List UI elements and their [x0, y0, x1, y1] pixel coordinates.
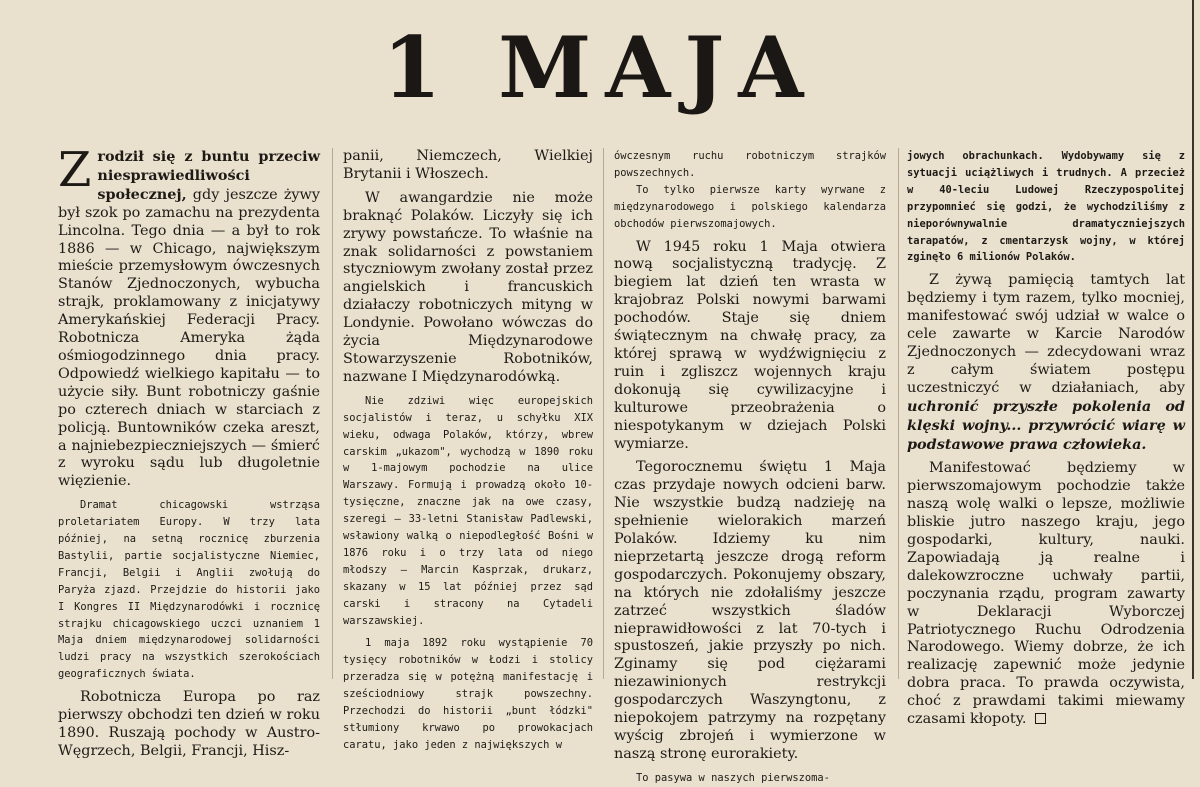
column-divider — [332, 148, 333, 679]
page-edge-line — [1192, 0, 1194, 679]
headline: 1 MAJA — [382, 18, 818, 117]
paragraph: W awangardzie nie może braknąć Polaków. Liczyły się ich zrywy powstańcze. To właśnie na znak solidarności z powstaniem styczniowym zwołany został przez angielskich i francuskich działaczy robotniczych mityng w Londynie. Powołano wówczas do życia Międzynarodowe Stowarzyszenie Robotników, nazwane I Międzynarodówką. — [343, 189, 593, 385]
paragraph-small: Dramat chicagowski wstrząsa proletariatem Europy. W trzy lata później, na setną rocznicę zburzenia Bastylii, partie socjalistyczne Niemiec, Francji, Belgii i Anglii zwołują do Paryża zjazd. Przejdzie do historii jako I Kongres II Międzynarodówki i rocznicę strajku chicagowskiego uczci uznaniem 1 Maja dniem międzynarodowej solidarności ludzi pracy na wszystkich szerokościach geograficznych świata. — [58, 499, 320, 681]
italic-quote: uchronić przyszłe pokolenia od klęski wojny... przywrócić wiarę w podstawowe prawa człowieka. — [907, 397, 1185, 453]
column-divider — [898, 148, 899, 679]
paragraph-text: Manifestować będziemy w pierwszomajowym pochodzie także naszą wolę walki o lepsze, możliwie bliskie jutro naszego kraju, jego gospodarki, kultury, nauki. Zapowiadają ją realne i dalekowzroczne uchwały partii, poczynania rządu, program zawarty w Deklaracji Wyborczej Patriotycznego Ruchu Odrodzenia Narodowego. Wiemy dobrze, że ich realizację zapewnić może jedynie dobra praca. To prawda oczywista, choć z prawdami takimi miewamy czasami kłopoty. — [907, 460, 1185, 728]
paragraph: Tegorocznemu świętu 1 Maja czas przydaje nowych odcieni barw. Nie wszystkie budzą nadzieję na spełnienie wielorakich marzeń Polaków. Idziemy ku nim nieprzetartą jeszcze drogą reform gospodarczych. Pokonujemy obszary, na których nie zdołaliśmy jeszcze zatrzeć wszystkich śladów nieprawidłowości z lat 70-tych i spustoszeń, jakie przyszły po nich. Zginamy się pod ciężarami niezawinionych restrykcji gospodarczych Waszyngtonu, z niepokojem patrzymy na rozpętany wyścig zbrojeń i wymierzone w naszą stronę eurorakiety. — [614, 459, 886, 762]
paragraph-small: To pasywa w naszych pierwszoma- — [636, 771, 830, 784]
lead-bold-text: rodził się z buntu przeciw niesprawiedliwości społecznej, — [97, 148, 320, 203]
paragraph-small: To tylko pierwsze karty wyrwane z międzynarodowego i polskiego kalendarza obchodów pierwszomajowych. — [614, 183, 886, 230]
paragraph: W 1945 roku 1 Maja otwiera nową socjalistyczną tradycję. Z biegiem lat dzień ten wrasta w krajobraz Polski nowymi barwami pochodów. Staje się dniem świątecznym na chwałę pracy, za której sprawą w wydźwignięciu z ruin i zgliszcz wojennych kraju dokonują się cywilizacyjne i kulturowe przeobrażenia o niespotykanym w dziejach Polski wymiarze. — [614, 238, 886, 452]
paragraph-with-italic — [907, 272, 1185, 454]
paragraph-small: Nie zdziwi więc europejskich socjalistów i teraz, u schyłku XIX wieku, odwaga Polaków, którzy, wbrew carskim „ukazom", wychodzą w 1890 roku w 1-majowym pochodzie na ulice Warszawy. Formują i prowadzą około 10-tysięczne, znaczne jak na owe czasy, szeregi — 33-letni Stanisław Padlewski, wsławiony walką o niepodległość Bośni w 1876 roku i o trzy lata od niego młodszy — Marcin Kasprzak, drukarz, skazany w 15 lat później przez sąd carski i stracony na Cytadeli warszawskiej. — [343, 394, 593, 627]
paragraph-text: Z żywą pamięcią tamtych lat będziemy i tym razem, tylko mocniej, manifestować swój udział w walce o cele zawarte w Karcie Narodów Zjednoczonych — zdecydowani wraz z całym światem postępu uczestniczyć w działaniach, aby — [907, 272, 1185, 396]
lead-paragraph — [58, 142, 321, 491]
column-4 — [907, 148, 1185, 728]
paragraph: Robotnicza Europa po raz pierwszy obchodzi ten dzień w roku 1890. Ruszają pochody w Austro-Węgrzech, Belgii, Francji, Hisz- — [58, 689, 320, 759]
column-3 — [614, 148, 886, 784]
column-1 — [58, 142, 321, 759]
paragraph-small: ówczesnym ruchu robotniczym strajków powszechnych. — [614, 150, 886, 179]
column-divider — [603, 148, 604, 679]
drop-cap: Z — [58, 142, 92, 198]
closing-paragraph — [907, 460, 1185, 729]
paragraph-small: 1 maja 1892 roku wystąpienie 70 tysięcy robotników w Łodzi i stolicy przeradza się w potężną manifestację i sześciodniowy strajk powszechny. Przechodzi do historii „bunt łódzki" stłumiony krwawo po prowokacjach caratu, jako jeden z największych w — [343, 637, 593, 751]
paragraph-small-bold: jowych obrachunkach. Wydobywamy się z sytuacji uciążliwych i trudnych. A przecież w 40-leciu Ludowej Rzeczypospolitej przypomnieć się godzi, że wychodziliśmy z nieporównywalnie dramatyczniejszych tarapatów, z cmentarzysk wojny, w której zginęło 6 milionów Polaków. — [907, 150, 1185, 264]
paragraph: panii, Niemczech, Wielkiej Brytanii i Włoszech. — [343, 148, 593, 182]
end-mark-icon — [1035, 713, 1046, 724]
column-2 — [343, 148, 593, 751]
lead-text: gdy jeszcze żywy był szok po zamachu na prezydenta Lincolna. Tego dnia — a był to rok 1886 — w Chicago, największym mieście przemysłowym ówczesnych Stanów Zjednoczonych, wybucha strajk, proklamowany z inicjatywy Amerykańskiej Federacji Pracy. Robotnicza Ameryka żąda ośmiogodzinnego dnia pracy. Odpowiedź wielkiego kapitału — to użycie siły. Bunt robotniczy gaśnie po czterech dniach w starciach z policją. Buntowników czeka areszt, a najniebezpieczniejszych — śmierć z wyroku sądu lub długoletnie więzienie. — [58, 186, 321, 490]
